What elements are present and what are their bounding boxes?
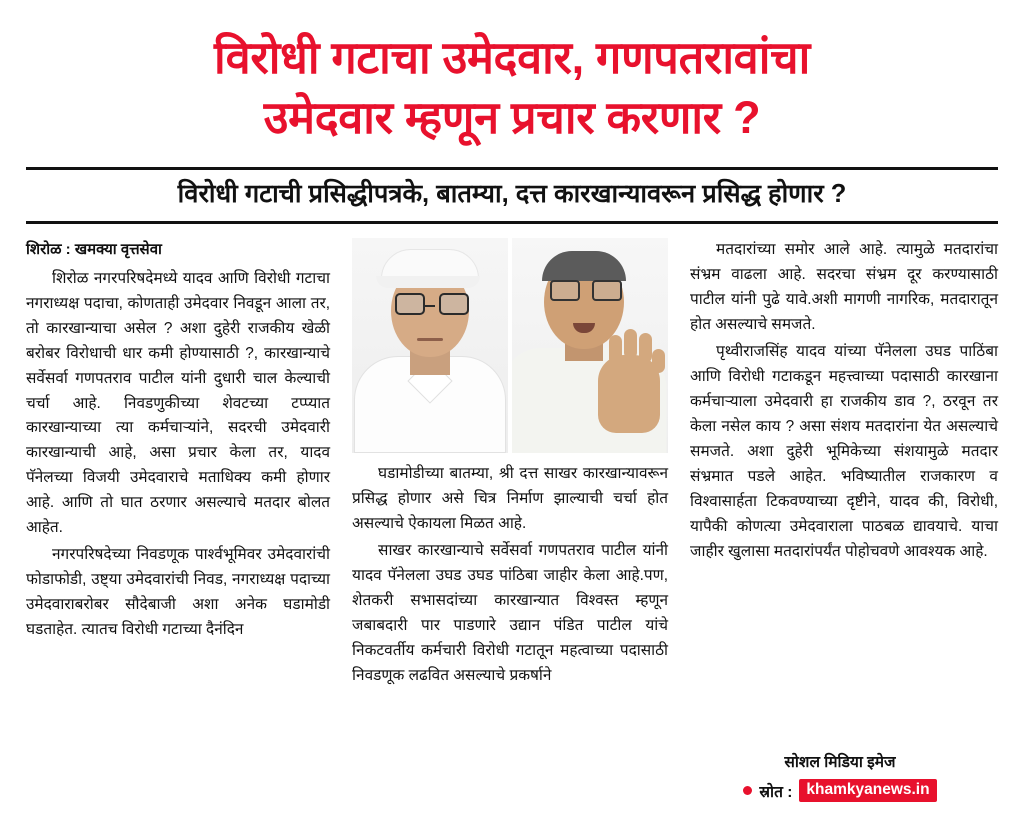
credit-source	[682, 779, 998, 802]
byline: शिरोळ : खमक्या वृत्तसेवा	[26, 241, 162, 259]
paragraph: घडामोडीच्या बातम्या, श्री दत्त साखर कारखान्यावरून प्रसिद्ध होणार असे चित्र निर्माण झाल्याची चर्चा होत असल्याचे ऐकायला मिळत आहे.	[352, 465, 669, 533]
column-middle	[352, 238, 668, 703]
paragraph: साखर कारखान्याचे सर्वेसर्वा गणपतराव पाटील यांनी यादव पॅनेलला उघड उघड पांठिबा जाहीर केला आहे.पण, शेतकरी सभासदांच्या कारखान्यात विश्वस्त म्हणून जबाबदारी पार पाडणारे उद्यान पंडित पाटील यांचे निकटवर्तीय कर्मचारी विरोधी गटातून महत्वाच्या पदासाठी निवडणूक लढवित असल्याचे प्रकर्षाने	[352, 542, 669, 685]
paragraph: नगरपरिषदेच्या निवडणूक पार्श्वभूमिवर उमेदवारांची फोडाफोडी, उष्ट्या उमेदवारांची निवड, नगराध्यक्ष पदाच्या उमेदवाराबरोबर सौदेबाजी अशा अनेक घडामोडी घडताहेत. त्यातच विरोधी गटाच्या दैनंदिन	[26, 546, 331, 639]
bullet-dot-icon	[743, 786, 752, 795]
headline-line-1: विरोधी गटाचा उमेदवार, गणपतरावांचा	[214, 32, 810, 83]
page-title	[26, 22, 998, 149]
paragraph: मतदारांच्या समोर आले आहे. त्यामुळे मतदारांचा संभ्रम वाढला आहे. सदरचा संभ्रम दूर करण्यासाठी पाटील यांनी पुढे यावे.अशी मागणी नागरिक, मतदारातून होत असल्याचे समजते.	[690, 241, 998, 334]
photo-man-speaking	[512, 238, 668, 453]
photo-group	[352, 238, 668, 453]
photo-man-with-cap	[352, 238, 508, 453]
source-label: स्रोत :	[759, 783, 793, 801]
source-url[interactable]: khamkyanews.in	[799, 779, 936, 802]
paragraph: शिरोळ नगरपरिषदेमध्ये यादव आणि विरोधी गटाचा नगराध्यक्ष पदाचा, कोणताही उमेदवार निवडून आला तर, तो कारखान्याचा असेल ? अशा दुहेरी राजकीय खेळी बरोबर विरोधाची धार कमी होण्यासाठी ?, कारखान्याचे सर्वेसर्वा गणपतराव पाटील यांनी दुधारी चाल केल्याची चर्चा आहे. निवडणुकीच्या शेवटच्या टप्प्यात कारखान्याच्या त्या कर्मचाऱ्यांने, सदरची उमेदवारी कारखान्याची आहे, असा प्रचार केला तर, यादव पॅनेलच्या विजयी उमेदवाराचे मताधिक्य कमी होणार आहे. आणि तो घात ठरणार असल्याचे मतदार बोलत आहेत.	[26, 269, 331, 537]
headline-line-2: उमेदवार म्हणून प्रचार करणार ?	[263, 92, 761, 144]
column-right	[690, 238, 998, 703]
paragraph: पृथ्वीराजसिंह यादव यांच्या पॅनेलला उघड पाठिंबा आणि विरोधी गटाकडून महत्त्वाच्या पदासाठी कारखाना कर्मचाऱ्याला उमेदवारी हा राजकीय डाव ?, ठरवून तर केला नसेल काय ? असा संशय मतदारांना येत असल्याचे समजते. अशा दुहेरी भूमिकेच्या संशयामुळे मतदार संभ्रमात पडले आहेत. भविष्यातील राजकारण व विश्वासार्हता टिकवण्याच्या दृष्टीने, यादव की, विरोधी, यापैकी कोणत्या उमेदवाराला पाठबळ द्यावयाचे. याचा जाहीर खुलासा मतदारांपर्यंत पोहोचवणे आवश्यक आहे.	[690, 343, 998, 560]
subhead-text: विरोधी गटाची प्रसिद्धीपत्रके, बातम्या, दत्त कारखान्यावरून प्रसिद्ध होणार ?	[177, 179, 847, 208]
credit-caption: सोशल मिडिया इमेज	[784, 754, 896, 771]
column-left	[26, 238, 330, 703]
credit-block	[682, 750, 998, 802]
subhead-bar	[26, 167, 998, 225]
article-body	[26, 238, 998, 703]
